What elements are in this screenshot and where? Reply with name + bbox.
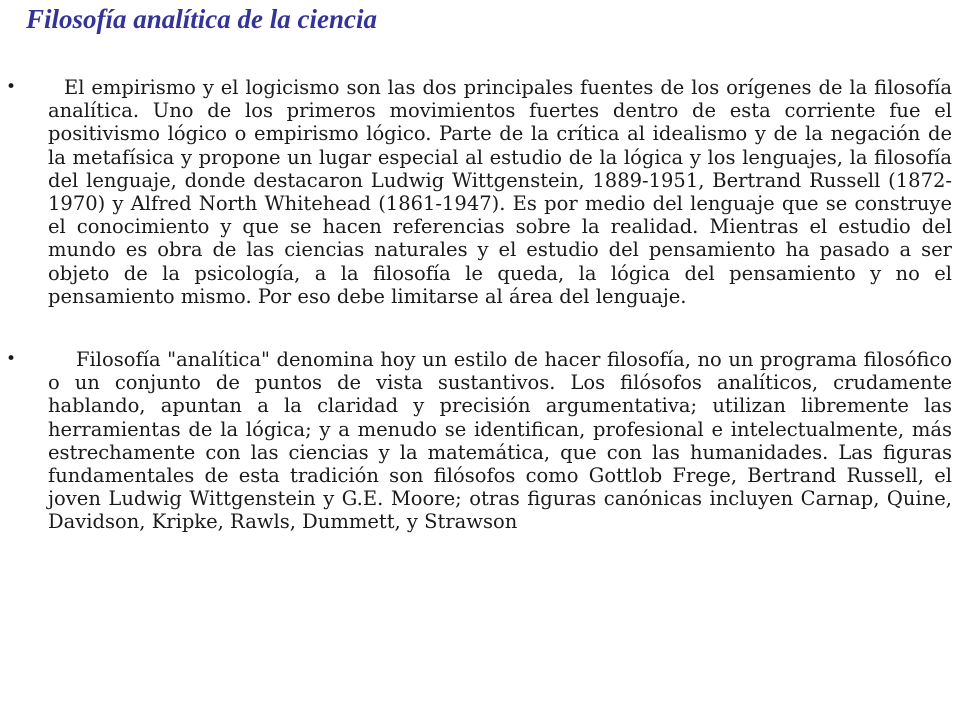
slide-title: Filosofía analítica de la ciencia <box>26 4 377 34</box>
bullet-list <box>0 76 960 534</box>
bullet-item <box>0 348 952 534</box>
bullet-item <box>0 76 952 308</box>
paragraph-text: El empirismo y el logicismo son las dos principales fuentes de los orígenes de la filosofía analítica. Uno de los primeros movimientos fuertes dentro de esta corriente fue el positivismo lógico o empirismo lógico. Parte de la crítica al idealismo y de la negación de la metafísica y propone un lugar especial al estudio de la lógica y los lenguajes, la filosofía del lenguaje, donde destacaron Ludwig Wittgenstein, 1889-1951, Bertrand Russell (1872-1970) y Alfred North Whitehead (1861-1947). Es por medio del lenguaje que se construye el conocimiento y que se hacen referencias sobre la realidad. Mientras el estudio del mundo es obra de las ciencias naturales y el estudio del pensamiento ha pasado a ser objeto de la psicología, a la filosofía le queda, la lógica del pensamiento y no el pensamiento mismo. Por eso debe limitarse al área del lenguaje. <box>48 76 952 308</box>
bullet-dot-icon: • <box>6 77 17 97</box>
bullet-dot-icon: • <box>6 349 17 370</box>
paragraph-text: Filosofía "analítica" denomina hoy un estilo de hacer filosofía, no un programa filosófico o un conjunto de puntos de vista sustantivos. Los filósofos analíticos, crudamente hablando, apuntan a la claridad y precisión argumentativa; utilizan libremente las herramientas de la lógica; y a menudo se identifican, profesional e intelectualmente, más estrechamente con las ciencias y la matemática, que con las humanidades. Las figuras fundamentales de esta tradición son filósofos como Gottlob Frege, Bertrand Russell, el joven Ludwig Wittgenstein y G.E. Moore; otras figuras canónicas incluyen Carnap, Quine, Davidson, Kripke, Rawls, Dummett, y Strawson <box>48 348 952 534</box>
